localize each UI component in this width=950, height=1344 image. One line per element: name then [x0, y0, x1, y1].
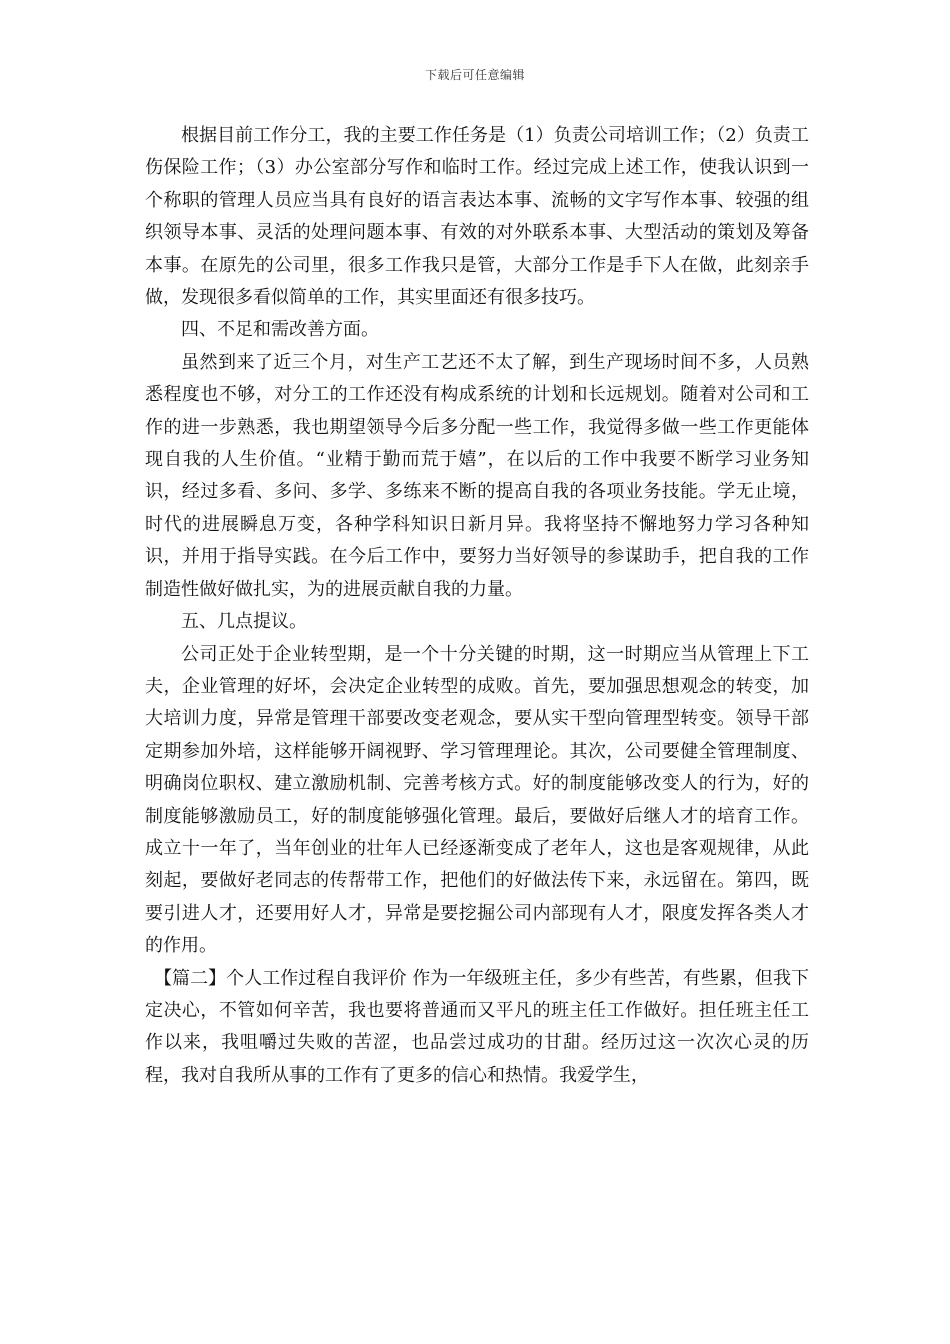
- section-heading-suggestions: 五、几点提议。: [181, 611, 307, 633]
- paragraph-shortcomings: 虽然到来了近三个月，对生产工艺还不太了解，到生产现场时间不多，人员熟悉程度也不够，对分工的工作还没有构成系统的计划和长远规划。随着对公司和工作的进一步熟悉，我也期望领导今后多分配一些工作，我觉得多做一些工作更能体现自我的人生价值。“业精于勤而荒于嬉”，在以后的工作中我要不断学习业务知识，经过多看、多问、多学、多练来不断的提高自我的各项业务技能。学无止境，时代的进展瞬息万变，各种学科知识日新月异。我将坚持不懈地努力学习各种知识，并用于指导实践。在今后工作中，要努力当好领导的参谋助手，把自我的工作制造性做好做扎实，为的进展贡献自我的力量。: [145, 351, 809, 600]
- paragraph-work-tasks: 根据目前工作分工，我的主要工作任务是（1）负责公司培训工作；（2）负责工伤保险工作；（3）办公室部分写作和临时工作。经过完成上述工作，使我认识到一个称职的管理人员应当具有良好的语言表达本事、流畅的文字写作本事、较强的组织领导本事、灵活的处理问题本事、有效的对外联系本事、大型活动的策划及筹备本事。在原先的公司里，很多工作我只是管，大部分工作是手下人在做，此刻亲手做，发现很多看似简单的工作，其实里面还有很多技巧。: [145, 125, 809, 309]
- document-body: [145, 120, 809, 1092]
- paragraph-suggestions: 公司正处于企业转型期，是一个十分关键的时期，这一时期应当从管理上下工夫，企业管理的好坏，会决定企业转型的成败。首先，要加强思想观念的转变，加大培训力度，异常是管理干部要改变老观念，要从实干型向管理型转变。领导干部定期参加外培，这样能够开阔视野、学习管理理论。其次，公司要健全管理制度、明确岗位职权、建立激励机制、完善考核方式。好的制度能够改变人的行为，好的制度能够激励员工，好的制度能够强化管理。最后，要做好后继人才的培育工作。成立十一年了，当年创业的壮年人已经逐渐变成了老年人，这也是客观规律，从此刻起，要做好老同志的传帮带工作，把他们的好做法传下来，永远留在。第四，既要引进人才，还要用好人才，异常是要挖掘公司内部现有人才，限度发挥各类人才的作用。: [145, 643, 809, 957]
- section-heading-shortcomings: 四、不足和需改善方面。: [181, 319, 379, 341]
- paragraph-part-two: 【篇二】个人工作过程自我评价 作为一年级班主任，多少有些苦，有些累，但我下定决心，不管如何辛苦，我也要将普通而又平凡的班主任工作做好。担任班主任工作以来，我咀嚼过失败的苦涩，也品尝过成功的甘甜。经历过这一次次心灵的历程，我对自我所从事的工作有了更多的信心和热情。我爱学生，: [145, 967, 809, 1086]
- page-header-note: 下载后可任意编辑: [424, 68, 525, 82]
